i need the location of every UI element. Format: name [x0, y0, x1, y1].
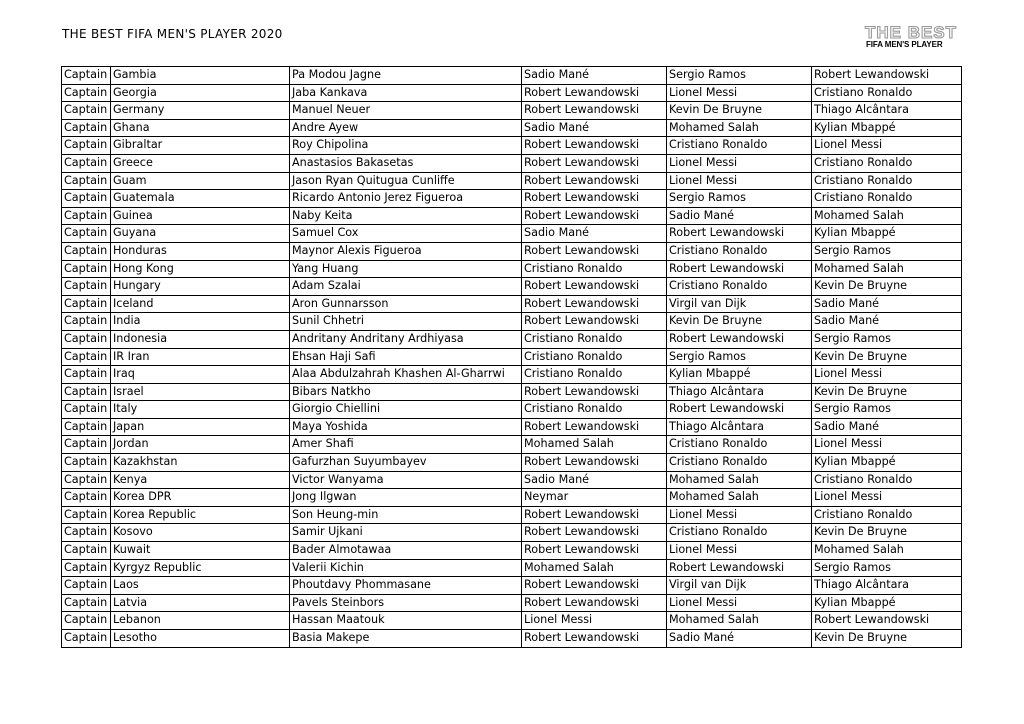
role-cell: Captain [62, 137, 111, 155]
third-place-cell: Cristiano Ronaldo [812, 471, 962, 489]
table-row [62, 524, 962, 542]
role-cell: Captain [62, 524, 111, 542]
country-cell: India [111, 313, 290, 331]
table-row [62, 207, 962, 225]
table-row [62, 454, 962, 472]
table-row [62, 348, 962, 366]
voter-cell: Samuel Cox [290, 225, 522, 243]
third-place-cell: Thiago Alcântara [812, 577, 962, 595]
first-place-cell: Cristiano Ronaldo [522, 330, 667, 348]
first-place-cell: Robert Lewandowski [522, 418, 667, 436]
second-place-cell: Cristiano Ronaldo [667, 137, 812, 155]
voter-cell: Bibars Natkho [290, 383, 522, 401]
role-cell: Captain [62, 313, 111, 331]
role-cell: Captain [62, 102, 111, 120]
second-place-cell: Lionel Messi [667, 542, 812, 560]
voter-cell: Alaa Abdulzahrah Khashen Al-Gharrwi [290, 366, 522, 384]
country-cell: Greece [111, 154, 290, 172]
second-place-cell: Thiago Alcântara [667, 383, 812, 401]
role-cell: Captain [62, 225, 111, 243]
role-cell: Captain [62, 67, 111, 85]
table-row [62, 330, 962, 348]
table-row [62, 278, 962, 296]
table-row [62, 295, 962, 313]
third-place-cell: Kylian Mbappé [812, 594, 962, 612]
role-cell: Captain [62, 489, 111, 507]
voter-cell: Victor Wanyama [290, 471, 522, 489]
third-place-cell: Kevin De Bruyne [812, 348, 962, 366]
second-place-cell: Sergio Ramos [667, 190, 812, 208]
first-place-cell: Robert Lewandowski [522, 207, 667, 225]
table-row [62, 594, 962, 612]
table-row [62, 383, 962, 401]
role-cell: Captain [62, 330, 111, 348]
first-place-cell: Robert Lewandowski [522, 577, 667, 595]
country-cell: Laos [111, 577, 290, 595]
third-place-cell: Cristiano Ronaldo [812, 154, 962, 172]
voter-cell: Pa Modou Jagne [290, 67, 522, 85]
page-title: THE BEST FIFA MEN'S PLAYER 2020 [62, 27, 283, 41]
third-place-cell: Sadio Mané [812, 418, 962, 436]
svg-text:THE BEST: THE BEST [864, 24, 958, 40]
second-place-cell: Sadio Mané [667, 630, 812, 648]
second-place-cell: Sadio Mané [667, 207, 812, 225]
role-cell: Captain [62, 612, 111, 630]
country-cell: Korea DPR [111, 489, 290, 507]
voter-cell: Sunil Chhetri [290, 313, 522, 331]
country-cell: Latvia [111, 594, 290, 612]
country-cell: Guinea [111, 207, 290, 225]
voter-cell: Samir Ujkani [290, 524, 522, 542]
country-cell: Indonesia [111, 330, 290, 348]
third-place-cell: Thiago Alcântara [812, 102, 962, 120]
second-place-cell: Cristiano Ronaldo [667, 454, 812, 472]
voter-cell: Ehsan Haji Safi [290, 348, 522, 366]
third-place-cell: Kylian Mbappé [812, 119, 962, 137]
first-place-cell: Robert Lewandowski [522, 84, 667, 102]
voter-cell: Aron Gunnarsson [290, 295, 522, 313]
third-place-cell: Kevin De Bruyne [812, 278, 962, 296]
table-row [62, 225, 962, 243]
first-place-cell: Robert Lewandowski [522, 383, 667, 401]
voter-cell: Maynor Alexis Figueroa [290, 242, 522, 260]
voter-cell: Andritany Andritany Ardhiyasa [290, 330, 522, 348]
third-place-cell: Mohamed Salah [812, 260, 962, 278]
third-place-cell: Sadio Mané [812, 313, 962, 331]
role-cell: Captain [62, 577, 111, 595]
country-cell: Guyana [111, 225, 290, 243]
country-cell: Hong Kong [111, 260, 290, 278]
first-place-cell: Robert Lewandowski [522, 313, 667, 331]
second-place-cell: Mohamed Salah [667, 612, 812, 630]
country-cell: Guatemala [111, 190, 290, 208]
second-place-cell: Cristiano Ronaldo [667, 524, 812, 542]
third-place-cell: Sergio Ramos [812, 330, 962, 348]
third-place-cell: Kevin De Bruyne [812, 630, 962, 648]
country-cell: Jordan [111, 436, 290, 454]
first-place-cell: Sadio Mané [522, 119, 667, 137]
first-place-cell: Sadio Mané [522, 225, 667, 243]
second-place-cell: Virgil van Dijk [667, 577, 812, 595]
table-row [62, 489, 962, 507]
country-cell: Kyrgyz Republic [111, 559, 290, 577]
role-cell: Captain [62, 366, 111, 384]
table-row [62, 154, 962, 172]
voter-cell: Bader Almotawaa [290, 542, 522, 560]
second-place-cell: Lionel Messi [667, 84, 812, 102]
first-place-cell: Sadio Mané [522, 471, 667, 489]
third-place-cell: Kevin De Bruyne [812, 383, 962, 401]
second-place-cell: Robert Lewandowski [667, 401, 812, 419]
third-place-cell: Kylian Mbappé [812, 225, 962, 243]
role-cell: Captain [62, 454, 111, 472]
second-place-cell: Robert Lewandowski [667, 225, 812, 243]
country-cell: Gibraltar [111, 137, 290, 155]
role-cell: Captain [62, 436, 111, 454]
second-place-cell: Lionel Messi [667, 594, 812, 612]
first-place-cell: Mohamed Salah [522, 559, 667, 577]
voter-cell: Yang Huang [290, 260, 522, 278]
voter-cell: Andre Ayew [290, 119, 522, 137]
table-row [62, 471, 962, 489]
table-row [62, 612, 962, 630]
table-row [62, 577, 962, 595]
country-cell: IR Iran [111, 348, 290, 366]
role-cell: Captain [62, 242, 111, 260]
table-row [62, 401, 962, 419]
second-place-cell: Robert Lewandowski [667, 559, 812, 577]
country-cell: Guam [111, 172, 290, 190]
third-place-cell: Sergio Ramos [812, 559, 962, 577]
country-cell: Kazakhstan [111, 454, 290, 472]
voter-cell: Naby Keita [290, 207, 522, 225]
first-place-cell: Robert Lewandowski [522, 154, 667, 172]
third-place-cell: Mohamed Salah [812, 207, 962, 225]
logo-subtitle: FIFA MEN'S PLAYER [866, 40, 943, 49]
third-place-cell: Robert Lewandowski [812, 67, 962, 85]
table-row [62, 67, 962, 85]
second-place-cell: Cristiano Ronaldo [667, 278, 812, 296]
third-place-cell: Lionel Messi [812, 366, 962, 384]
country-cell: Japan [111, 418, 290, 436]
first-place-cell: Lionel Messi [522, 612, 667, 630]
first-place-cell: Robert Lewandowski [522, 594, 667, 612]
role-cell: Captain [62, 542, 111, 560]
first-place-cell: Cristiano Ronaldo [522, 348, 667, 366]
role-cell: Captain [62, 278, 111, 296]
table-row [62, 172, 962, 190]
voter-cell: Giorgio Chiellini [290, 401, 522, 419]
first-place-cell: Robert Lewandowski [522, 190, 667, 208]
table-row [62, 418, 962, 436]
table-row [62, 190, 962, 208]
third-place-cell: Sergio Ramos [812, 401, 962, 419]
voter-cell: Gafurzhan Suyumbayev [290, 454, 522, 472]
country-cell: Kosovo [111, 524, 290, 542]
third-place-cell: Cristiano Ronaldo [812, 172, 962, 190]
role-cell: Captain [62, 172, 111, 190]
second-place-cell: Kevin De Bruyne [667, 313, 812, 331]
role-cell: Captain [62, 559, 111, 577]
third-place-cell: Sergio Ramos [812, 242, 962, 260]
first-place-cell: Robert Lewandowski [522, 278, 667, 296]
role-cell: Captain [62, 348, 111, 366]
third-place-cell: Lionel Messi [812, 436, 962, 454]
table-row [62, 542, 962, 560]
third-place-cell: Mohamed Salah [812, 542, 962, 560]
table-row [62, 84, 962, 102]
table-row [62, 313, 962, 331]
voter-cell: Roy Chipolina [290, 137, 522, 155]
second-place-cell: Thiago Alcântara [667, 418, 812, 436]
role-cell: Captain [62, 471, 111, 489]
second-place-cell: Lionel Messi [667, 506, 812, 524]
second-place-cell: Robert Lewandowski [667, 330, 812, 348]
second-place-cell: Lionel Messi [667, 172, 812, 190]
role-cell: Captain [62, 260, 111, 278]
first-place-cell: Robert Lewandowski [522, 102, 667, 120]
second-place-cell: Robert Lewandowski [667, 260, 812, 278]
voter-cell: Maya Yoshida [290, 418, 522, 436]
role-cell: Captain [62, 630, 111, 648]
role-cell: Captain [62, 418, 111, 436]
country-cell: Italy [111, 401, 290, 419]
table-row [62, 506, 962, 524]
voter-cell: Basia Makepe [290, 630, 522, 648]
voter-cell: Manuel Neuer [290, 102, 522, 120]
first-place-cell: Robert Lewandowski [522, 454, 667, 472]
country-cell: Iraq [111, 366, 290, 384]
role-cell: Captain [62, 594, 111, 612]
first-place-cell: Robert Lewandowski [522, 542, 667, 560]
voter-cell: Jaba Kankava [290, 84, 522, 102]
country-cell: Georgia [111, 84, 290, 102]
second-place-cell: Mohamed Salah [667, 471, 812, 489]
table-row [62, 559, 962, 577]
votes-table [61, 66, 962, 648]
role-cell: Captain [62, 207, 111, 225]
country-cell: Korea Republic [111, 506, 290, 524]
second-place-cell: Kevin De Bruyne [667, 102, 812, 120]
votes-table-body [62, 67, 962, 648]
third-place-cell: Lionel Messi [812, 489, 962, 507]
table-row [62, 260, 962, 278]
second-place-cell: Mohamed Salah [667, 119, 812, 137]
voter-cell: Valerii Kichin [290, 559, 522, 577]
first-place-cell: Robert Lewandowski [522, 630, 667, 648]
second-place-cell: Kylian Mbappé [667, 366, 812, 384]
role-cell: Captain [62, 401, 111, 419]
country-cell: Germany [111, 102, 290, 120]
table-row [62, 242, 962, 260]
country-cell: Ghana [111, 119, 290, 137]
country-cell: Honduras [111, 242, 290, 260]
third-place-cell: Cristiano Ronaldo [812, 506, 962, 524]
country-cell: Kuwait [111, 542, 290, 560]
the-best-wordmark [858, 24, 964, 40]
voter-cell: Hassan Maatouk [290, 612, 522, 630]
voter-cell: Jason Ryan Quitugua Cunliffe [290, 172, 522, 190]
the-best-logo [858, 24, 964, 52]
third-place-cell: Lionel Messi [812, 137, 962, 155]
country-cell: Israel [111, 383, 290, 401]
first-place-cell: Robert Lewandowski [522, 242, 667, 260]
third-place-cell: Sadio Mané [812, 295, 962, 313]
voter-cell: Anastasios Bakasetas [290, 154, 522, 172]
third-place-cell: Kylian Mbappé [812, 454, 962, 472]
second-place-cell: Cristiano Ronaldo [667, 242, 812, 260]
table-row [62, 436, 962, 454]
country-cell: Iceland [111, 295, 290, 313]
table-row [62, 102, 962, 120]
second-place-cell: Cristiano Ronaldo [667, 436, 812, 454]
second-place-cell: Sergio Ramos [667, 67, 812, 85]
country-cell: Gambia [111, 67, 290, 85]
country-cell: Lesotho [111, 630, 290, 648]
country-cell: Kenya [111, 471, 290, 489]
country-cell: Lebanon [111, 612, 290, 630]
role-cell: Captain [62, 506, 111, 524]
table-row [62, 366, 962, 384]
role-cell: Captain [62, 383, 111, 401]
voter-cell: Jong Ilgwan [290, 489, 522, 507]
role-cell: Captain [62, 84, 111, 102]
voter-cell: Pavels Steinbors [290, 594, 522, 612]
voter-cell: Amer Shafi [290, 436, 522, 454]
second-place-cell: Sergio Ramos [667, 348, 812, 366]
second-place-cell: Virgil van Dijk [667, 295, 812, 313]
voter-cell: Ricardo Antonio Jerez Figueroa [290, 190, 522, 208]
country-cell: Hungary [111, 278, 290, 296]
first-place-cell: Robert Lewandowski [522, 506, 667, 524]
table-row [62, 137, 962, 155]
first-place-cell: Neymar [522, 489, 667, 507]
second-place-cell: Mohamed Salah [667, 489, 812, 507]
first-place-cell: Robert Lewandowski [522, 295, 667, 313]
first-place-cell: Robert Lewandowski [522, 172, 667, 190]
voter-cell: Adam Szalai [290, 278, 522, 296]
voter-cell: Son Heung-min [290, 506, 522, 524]
first-place-cell: Cristiano Ronaldo [522, 366, 667, 384]
voter-cell: Phoutdavy Phommasane [290, 577, 522, 595]
third-place-cell: Robert Lewandowski [812, 612, 962, 630]
table-row [62, 119, 962, 137]
third-place-cell: Kevin De Bruyne [812, 524, 962, 542]
first-place-cell: Robert Lewandowski [522, 524, 667, 542]
second-place-cell: Lionel Messi [667, 154, 812, 172]
third-place-cell: Cristiano Ronaldo [812, 84, 962, 102]
role-cell: Captain [62, 119, 111, 137]
first-place-cell: Robert Lewandowski [522, 137, 667, 155]
first-place-cell: Cristiano Ronaldo [522, 260, 667, 278]
first-place-cell: Sadio Mané [522, 67, 667, 85]
role-cell: Captain [62, 190, 111, 208]
role-cell: Captain [62, 154, 111, 172]
first-place-cell: Mohamed Salah [522, 436, 667, 454]
table-row [62, 630, 962, 648]
third-place-cell: Cristiano Ronaldo [812, 190, 962, 208]
role-cell: Captain [62, 295, 111, 313]
first-place-cell: Cristiano Ronaldo [522, 401, 667, 419]
